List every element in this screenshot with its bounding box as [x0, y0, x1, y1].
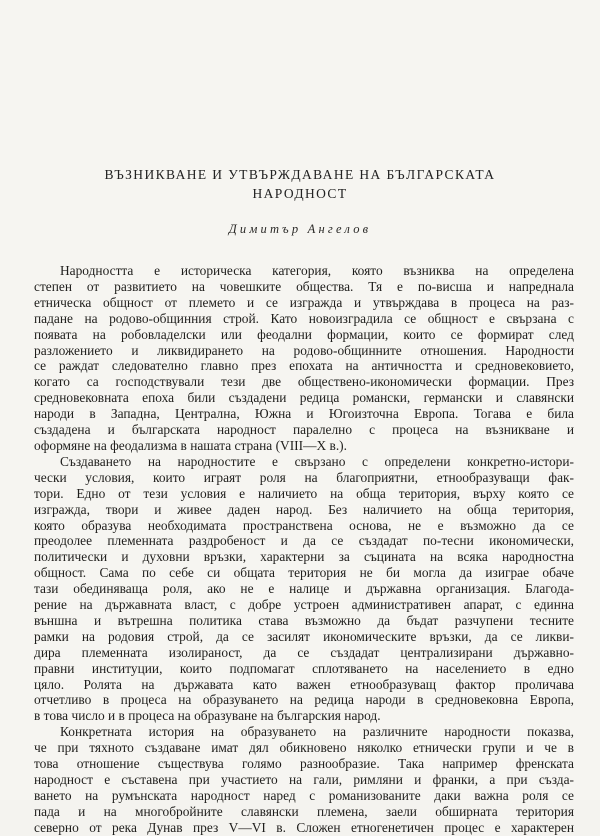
article-body [34, 263, 574, 836]
text-line: рамки на родовия строй, да се засилят икономическите връзки, да се ликви- [34, 628, 574, 644]
text-line: външна и вътрешна политика става възможно да бъдат разчупени тесните [34, 612, 574, 628]
article-title-line-2: НАРОДНОСТ [252, 186, 348, 201]
text-line: падане на родово-общинния строй. Като новоизградила се общност е свързана с [34, 310, 574, 326]
text-line: преодолее племенната раздробеност и да се създадат по-тесни икономически, [34, 533, 574, 549]
text-line: когато са господствували тези две обществено-икономически формации. През [34, 374, 574, 390]
text-line: се раждат следователно главно през епохата на античността и средновековието, [34, 358, 574, 374]
text-line: появата на робовладелски или феодални формации, които се формират след [34, 326, 574, 342]
text-line: общност. Сама по себе си общата територия не би могла да изиграе обаче [34, 565, 574, 581]
text-line: народност е съставена при участието на гали, римляни и франки, а при създа- [34, 772, 574, 787]
text-line: разложението и ликвидирането на родово-общинните отношения. Народности [34, 342, 574, 358]
text-line: политически и духовни връзки, характерни за съцината на всяка народностна [34, 549, 574, 565]
paragraph-3 [34, 724, 574, 835]
text-line: че при тяхното създаване имат дял обикновено няколко етнически групи и че в [34, 740, 574, 756]
text-line: Конкретната история на образуването на различните народности показва, [60, 724, 574, 740]
text-line: създадена и българската народност паралелно с процеса на възникване и [34, 422, 574, 438]
text-line: тази обединяваща роля, ако не е налице и държавна организация. Благода- [34, 581, 574, 597]
text-line: северно от река Дунав през V—VI в. Сложен етногенетичен процес е характерен [34, 819, 574, 835]
text-line: правни институции, които подпомагат сплотяването на населението в едно [34, 660, 574, 676]
text-line: средновековната епоха били създадени редица романски, германски и славянски [34, 390, 574, 406]
text-line: пада и на многобройните славянски племена, заели обширната територия [34, 803, 574, 819]
text-line: изгражда, твори и живее даден народ. Без наличието на обща територия, [34, 501, 574, 517]
paragraph-1 [34, 263, 574, 454]
text-line: отчетливо в процеса на образуването на редица народи в средновековна Европа, [34, 692, 574, 708]
article-title-line-1: ВЪЗНИКВАНЕ И УТВЪРЖДАВАНЕ НА БЪЛГАРСКАТА [104, 167, 496, 182]
text-line: Народността е историческа категория, която възниква на определена [60, 263, 574, 278]
text-line: народи в Западна, Централна, Южна и Югоизточна Европа. Тогава е била [34, 406, 574, 422]
text-line: това отношение съществува голямо разнообразие. Така например френската [34, 756, 574, 772]
text-line: степен от развитието на човешките общества. Тя е по-висша и напреднала [34, 278, 574, 294]
text-line: тори. Едно от тези условия е наличието на обща територия, върху която се [34, 485, 574, 501]
text-line: етническа общност от племето и се изгражда и утвърждава в процеса на раз- [34, 294, 574, 310]
text-line: Създаването на народностите е свързано с определени конкретно-истори- [60, 453, 574, 469]
article-author: Димитър Ангелов [228, 222, 372, 236]
text-line: оформяне на феодализма в нашата страна (VIII—X в.). [34, 437, 347, 453]
text-line: дира племенната изолираност, да се създадат централизирани държавно- [34, 644, 574, 660]
paragraph-2 [34, 454, 574, 724]
text-line: чески условия, които играят роля на благоприятни, етнообразуващи фак- [34, 469, 574, 485]
text-line: цяло. Ролята на държавата като важен етнообразуващ фактор проличава [34, 676, 574, 692]
text-line: в това число и в процеса на образуване на българския народ. [34, 708, 381, 724]
text-line: която образува необходимата пространствена основа, не е възможно да се [34, 517, 574, 533]
article-title [0, 165, 600, 203]
text-line: ването на румънската народност наред с романизованите даки важна роля се [34, 787, 574, 803]
text-line: рение на държавната власт, с добре устроен административен апарат, с единна [34, 597, 574, 613]
